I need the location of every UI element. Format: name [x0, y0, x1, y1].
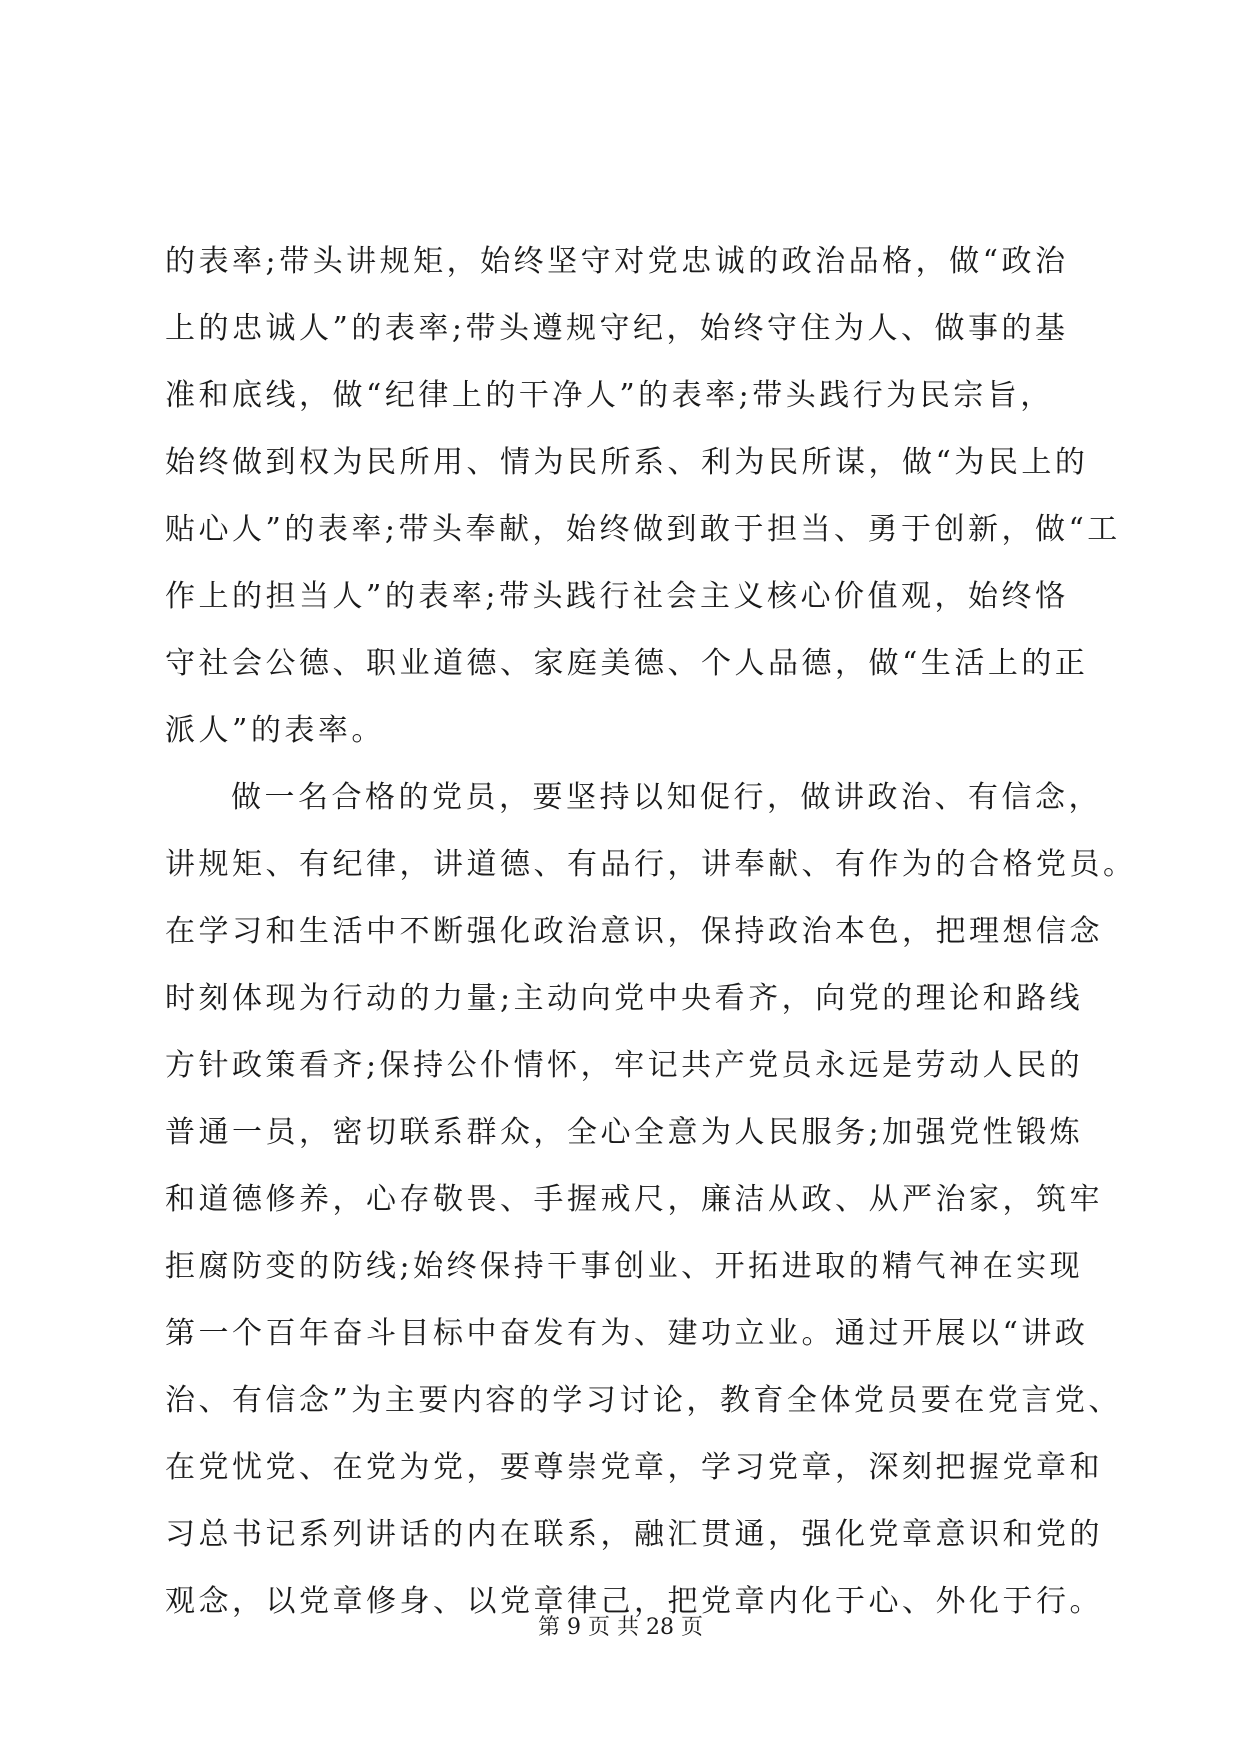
text-line: 第一个百年奋斗目标中奋发有为、建功立业。通过开展以“讲政 [165, 1316, 1089, 1351]
text-line: 守社会公德、职业道德、家庭美德、个人品德，做“生活上的正 [165, 646, 1089, 681]
page-number-footer: 第 9 页 共 28 页 [538, 1615, 703, 1640]
text-line: 和道德修养，心存敬畏、手握戒尺，廉洁从政、从严治家，筑牢 [165, 1182, 1103, 1217]
paragraph-start-line: 做一名合格的党员，要坚持以知促行，做讲政治、有信念， [231, 780, 1102, 815]
text-line: 作上的担当人”的表率;带头践行社会主义核心价值观，始终恪 [165, 579, 1069, 614]
text-line: 贴心人”的表率;带头奉献，始终做到敢于担当、勇于创新，做“工 [165, 512, 1121, 547]
text-line: 观念，以党章修身、以党章律己，把党章内化于心、外化于行。 [165, 1584, 1103, 1619]
text-line: 派人”的表率。 [165, 713, 385, 748]
text-line: 习总书记系列讲话的内在联系，融汇贯通，强化党章意识和党的 [165, 1517, 1103, 1552]
text-line: 治、有信念”为主要内容的学习讨论，教育全体党员要在党言党、 [165, 1383, 1122, 1418]
text-line: 时刻体现为行动的力量;主动向党中央看齐，向党的理论和路线 [165, 981, 1084, 1016]
body-text [165, 228, 1137, 1635]
text-line: 方针政策看齐;保持公仆情怀，牢记共产党员永远是劳动人民的 [165, 1048, 1084, 1083]
text-line: 拒腐防变的防线;始终保持干事创业、开拓进取的精气神在实现 [165, 1249, 1084, 1284]
text-line: 准和底线，做“纪律上的干净人”的表率;带头践行为民宗旨， [165, 378, 1054, 413]
text-line: 讲规矩、有纪律，讲道德、有品行，讲奉献、有作为的合格党员。 [165, 847, 1137, 882]
text-line: 的表率;带头讲规矩，始终坚守对党忠诚的政治品格，做“政治 [165, 244, 1069, 279]
text-line: 上的忠诚人”的表率;带头遵规守纪，始终守住为人、做事的基 [165, 311, 1069, 346]
text-line: 始终做到权为民所用、情为民所系、利为民所谋，做“为民上的 [165, 445, 1089, 480]
text-line: 普通一员，密切联系群众，全心全意为人民服务;加强党性锻炼 [165, 1115, 1084, 1150]
text-line: 在学习和生活中不断强化政治意识，保持政治本色，把理想信念 [165, 914, 1103, 949]
text-line: 在党忧党、在党为党，要尊崇党章，学习党章，深刻把握党章和 [165, 1450, 1103, 1485]
